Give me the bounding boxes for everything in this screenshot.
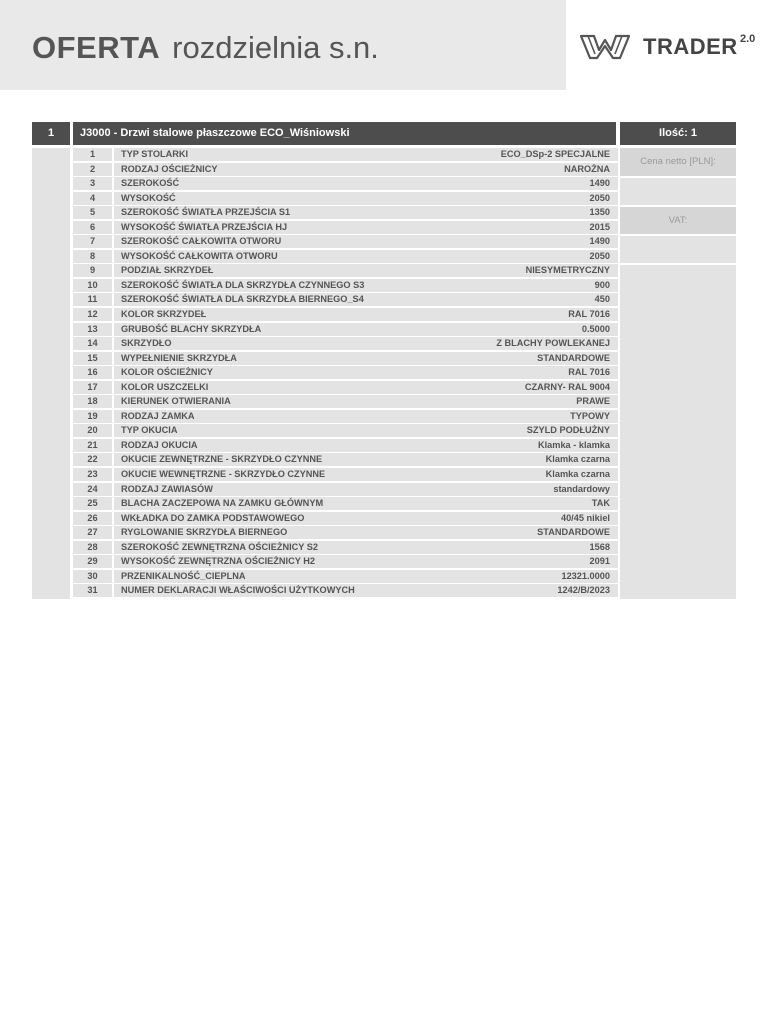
- spec-value: STANDARDOWE: [537, 527, 610, 538]
- spec-row: [73, 250, 618, 263]
- spec-row: [73, 512, 618, 525]
- spec-row: [73, 366, 618, 379]
- spec-number: 18: [73, 395, 114, 408]
- price-panel-filler: [620, 265, 736, 599]
- spec-number: 23: [73, 468, 114, 481]
- spec-label: TYP STOLARKI: [121, 149, 189, 159]
- spec-row: [73, 323, 618, 336]
- spec-row: [73, 352, 618, 365]
- spec-number: 22: [73, 453, 114, 466]
- spec-label: SKRZYDŁO: [121, 338, 172, 349]
- spec-row: [73, 584, 618, 597]
- spec-value: 1490: [589, 178, 610, 189]
- spec-number: 27: [73, 526, 114, 539]
- spec-number: 30: [73, 570, 114, 583]
- spec-value: Klamka czarna: [545, 454, 610, 465]
- spec-number: 6: [73, 221, 114, 234]
- spec-value: 1242/B/2023: [557, 585, 610, 596]
- page-title: [32, 28, 379, 68]
- spec-label: SZEROKOŚĆ ŚWIATŁA DLA SKRZYDŁA CZYNNEGO S3: [121, 279, 365, 290]
- spec-number: 28: [73, 541, 114, 554]
- spec-row: [73, 264, 618, 277]
- spec-value: RAL 7016: [568, 309, 610, 320]
- spec-row: [73, 148, 618, 161]
- spec-label: WYSOKOŚĆ CAŁKOWITA OTWORU: [121, 250, 278, 261]
- spec-value: 2050: [589, 250, 610, 261]
- spec-label: OKUCIE ZEWNĘTRZNE - SKRZYDŁO CZYNNE: [121, 454, 323, 465]
- spec-row: [73, 468, 618, 481]
- spec-value: NAROŻNA: [564, 163, 610, 174]
- spec-number: 8: [73, 250, 114, 263]
- spec-number: 25: [73, 497, 114, 510]
- spec-value: TYPOWY: [570, 410, 610, 421]
- spec-label: NUMER DEKLARACJI WŁAŚCIWOŚCI UŻYTKOWYCH: [121, 585, 355, 596]
- spec-row: [73, 439, 618, 452]
- spec-row: [73, 526, 618, 539]
- spec-row: [73, 293, 618, 306]
- spec-number: 13: [73, 323, 114, 336]
- logo-text: TRADER: [643, 34, 738, 59]
- spec-row: [73, 192, 618, 205]
- spec-row: [73, 381, 618, 394]
- item-side-column: [32, 148, 70, 599]
- spec-row: [73, 555, 618, 568]
- spec-value: 0.5000: [581, 323, 610, 334]
- spec-number: 19: [73, 410, 114, 423]
- spec-label: PRZENIKALNOŚĆ_CIEPLNA: [121, 570, 246, 581]
- spec-number: 20: [73, 424, 114, 437]
- spec-value: 12321.0000: [561, 570, 610, 581]
- spec-value: RAL 7016: [568, 367, 610, 378]
- spec-label: SZEROKOŚĆ: [121, 178, 180, 189]
- spec-row: [73, 483, 618, 496]
- spec-label: SZEROKOŚĆ ŚWIATŁA PRZEJŚCIA S1: [121, 207, 291, 218]
- net-price-value: [620, 178, 736, 205]
- net-price-label: Cena netto [PLN]:: [620, 148, 736, 176]
- spec-value: 1568: [589, 541, 610, 552]
- spec-number: 3: [73, 177, 114, 190]
- vat-label: VAT:: [620, 207, 736, 234]
- spec-label: WKŁADKA DO ZAMKA PODSTAWOWEGO: [121, 512, 305, 523]
- spec-row: [73, 206, 618, 219]
- spec-number: 31: [73, 584, 114, 597]
- spec-number: 11: [73, 293, 114, 306]
- spec-label: SZEROKOŚĆ ŚWIATŁA DLA SKRZYDŁA BIERNEGO_S4: [121, 294, 364, 305]
- spec-label: WYPEŁNIENIE SKRZYDŁA: [121, 352, 237, 363]
- spec-value: Z BLACHY POWLEKANEJ: [496, 338, 610, 349]
- item-name: J3000 - Drzwi stalowe płaszczowe ECO_Wiśniowski: [73, 122, 616, 145]
- spec-row: [73, 453, 618, 466]
- spec-number: 4: [73, 192, 114, 205]
- spec-row: [73, 163, 618, 176]
- spec-value: PRAWE: [576, 396, 610, 407]
- spec-value: Klamka - klamka: [537, 439, 610, 450]
- spec-label: KOLOR USZCZELKI: [121, 381, 209, 392]
- spec-label: RODZAJ ZAWIASÓW: [121, 483, 213, 494]
- spec-label: PODZIAŁ SKRZYDEŁ: [121, 265, 214, 276]
- spec-row: [73, 308, 618, 321]
- spec-row: [73, 497, 618, 510]
- spec-number: 17: [73, 381, 114, 394]
- spec-label: SZEROKOŚĆ ZEWNĘTRZNA OŚCIEŻNICY S2: [121, 541, 319, 552]
- spec-value: standardowy: [553, 483, 610, 494]
- spec-row: [73, 177, 618, 190]
- spec-label: OKUCIE WEWNĘTRZNE - SKRZYDŁO CZYNNE: [121, 469, 326, 480]
- spec-label: RODZAJ ZAMKA: [121, 410, 195, 421]
- spec-number: 21: [73, 439, 114, 452]
- spec-number: 29: [73, 555, 114, 568]
- spec-value: ECO_DSp-2 SPECJALNE: [500, 149, 610, 159]
- spec-value: 2050: [589, 192, 610, 203]
- spec-label: WYSOKOŚĆ ZEWNĘTRZNA OŚCIEŻNICY H2: [121, 556, 315, 567]
- spec-number: 12: [73, 308, 114, 321]
- spec-row: [73, 279, 618, 292]
- trader-logo-icon: [580, 32, 630, 60]
- spec-value: 2015: [589, 221, 610, 232]
- spec-number: 9: [73, 264, 114, 277]
- spec-value: 2091: [589, 556, 610, 567]
- spec-label: RYGLOWANIE SKRZYDŁA BIERNEGO: [121, 527, 288, 538]
- logo-version: 2.0: [740, 33, 756, 45]
- item-quantity: Ilość: 1: [620, 122, 736, 145]
- spec-value: 40/45 nikiel: [560, 512, 610, 523]
- spec-row: [73, 221, 618, 234]
- spec-number: 5: [73, 206, 114, 219]
- spec-number: 7: [73, 235, 114, 248]
- spec-number: 24: [73, 483, 114, 496]
- spec-label: RODZAJ OKUCIA: [121, 439, 198, 450]
- spec-table: [73, 148, 618, 599]
- spec-label: RODZAJ OŚCIEŻNICY: [121, 163, 218, 174]
- spec-number: 1: [73, 148, 114, 161]
- item-number: 1: [32, 122, 70, 145]
- spec-label: KOLOR OŚCIEŻNICY: [121, 367, 213, 378]
- spec-value: TAK: [591, 498, 610, 509]
- spec-value: STANDARDOWE: [537, 352, 610, 363]
- spec-row: [73, 570, 618, 583]
- spec-value: CZARNY- RAL 9004: [524, 381, 610, 392]
- spec-number: 26: [73, 512, 114, 525]
- spec-number: 2: [73, 163, 114, 176]
- spec-value: NIESYMETRYCZNY: [525, 265, 610, 276]
- spec-label: GRUBOŚĆ BLACHY SKRZYDŁA: [121, 323, 262, 334]
- title-main: OFERTA: [32, 30, 161, 65]
- spec-row: [73, 395, 618, 408]
- spec-number: 14: [73, 337, 114, 350]
- spec-value: 450: [594, 294, 610, 305]
- spec-label: WYSOKOŚĆ: [121, 192, 176, 203]
- spec-row: [73, 235, 618, 248]
- title-sub: rozdzielnia s.n.: [172, 30, 379, 65]
- spec-value: 900: [594, 279, 610, 290]
- vat-value: [620, 236, 736, 263]
- spec-label: SZEROKOŚĆ CAŁKOWITA OTWORU: [121, 236, 282, 247]
- spec-value: 1490: [589, 236, 610, 247]
- trader-logo: [578, 28, 768, 64]
- spec-label: TYP OKUCIA: [121, 425, 178, 436]
- spec-row: [73, 337, 618, 350]
- spec-row: [73, 410, 618, 423]
- spec-label: KOLOR SKRZYDEŁ: [121, 309, 207, 320]
- spec-number: 16: [73, 366, 114, 379]
- spec-value: 1350: [589, 207, 610, 218]
- spec-number: 10: [73, 279, 114, 292]
- spec-value: SZYLD PODŁUŻNY: [526, 425, 610, 436]
- spec-value: Klamka czarna: [545, 469, 610, 480]
- spec-label: BLACHA ZACZEPOWA NA ZAMKU GŁÓWNYM: [121, 498, 324, 509]
- spec-label: WYSOKOŚĆ ŚWIATŁA PRZEJŚCIA HJ: [121, 221, 288, 232]
- spec-row: [73, 424, 618, 437]
- spec-label: KIERUNEK OTWIERANIA: [121, 396, 231, 407]
- spec-number: 15: [73, 352, 114, 365]
- spec-row: [73, 541, 618, 554]
